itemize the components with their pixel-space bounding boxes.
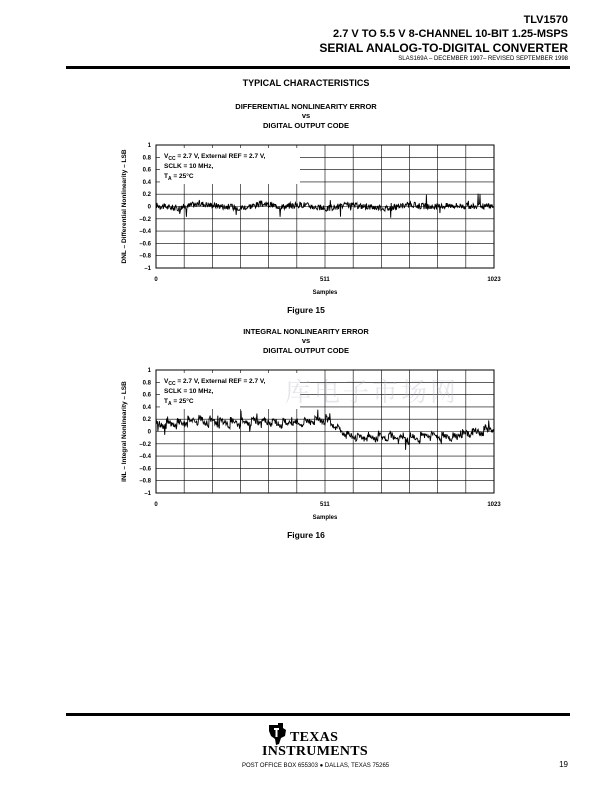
fig16-title-line3: DIGITAL OUTPUT CODE: [263, 346, 349, 355]
literature-number: SLAS169A – DECEMBER 1997– REVISED SEPTEMBER 1998: [398, 56, 568, 62]
fig15-title-line1: DIFFERENTIAL NONLINEARITY ERROR: [235, 102, 377, 111]
y-tick-label: 0.8: [142, 380, 151, 387]
y-tick-label: –1: [144, 491, 151, 497]
y-tick-label: 0.4: [142, 404, 151, 411]
y-tick-label: –0.8: [139, 253, 151, 260]
y-tick-label: 0.2: [142, 417, 151, 424]
y-tick-label: 0.6: [142, 392, 151, 399]
y-tick-label: –0.4: [139, 454, 151, 461]
y-tick-label: 0: [147, 204, 151, 211]
x-tick-label: 511: [319, 277, 330, 283]
section-title: TYPICAL CHARACTERISTICS: [242, 78, 370, 88]
y-tick-label: 0.8: [142, 155, 151, 162]
y-tick-label: –0.8: [139, 478, 151, 485]
y-tick-label: –1: [144, 266, 151, 272]
x-tick-label: 1023: [487, 277, 501, 283]
y-tick-label: 1: [147, 368, 151, 374]
figure-15-caption: Figure 15: [287, 305, 325, 315]
x-tick-label: 1023: [487, 502, 501, 508]
y-axis-label: DNL – Differential Nonlinearity – LSB: [121, 149, 128, 264]
y-tick-label: 0.4: [142, 179, 151, 186]
x-axis-label: Samples: [312, 290, 338, 296]
conditions-line1: $V_{CC} = 2.7$ V, External REF = 2.7 V,: [164, 153, 266, 162]
y-tick-label: 0.2: [142, 192, 151, 199]
fig15-title-line2: vs: [301, 111, 311, 120]
footer-rule: [66, 713, 570, 716]
conditions-line3: $T_A = 25^\circ C$: [164, 173, 194, 182]
fig16-title-line2: vs: [301, 336, 311, 345]
y-tick-label: –0.2: [139, 216, 151, 223]
y-tick-label: –0.6: [139, 466, 151, 473]
footer-address: POST OFFICE BOX 655303 ● DALLAS, TEXAS 75265: [242, 763, 390, 769]
y-tick-label: 0.6: [142, 167, 151, 174]
x-tick-label: 0: [154, 277, 158, 283]
x-tick-label: 511: [319, 502, 330, 508]
x-tick-label: 0: [154, 502, 158, 508]
fig16-title-line1: INTEGRAL NONLINEARITY ERROR: [243, 327, 369, 336]
brand-line2: INSTRUMENTS: [262, 744, 368, 759]
header-rule: [66, 66, 570, 69]
conditions-line2: SCLK = 10 MHz,: [164, 388, 214, 395]
ti-logo-icon: [266, 722, 288, 746]
doc-title-line1: 2.7 V TO 5.5 V 8-CHANNEL 10-BIT 1.25-MSPS: [333, 28, 568, 40]
page-number: 19: [559, 760, 568, 769]
conditions-line3: $T_A = 25^\circ C$: [164, 398, 194, 407]
part-number: TLV1570: [523, 14, 568, 26]
y-tick-label: –0.4: [139, 229, 151, 236]
fig15-title-line3: DIGITAL OUTPUT CODE: [263, 121, 349, 130]
y-axis-label: INL – Integral Nonlinearity – LSB: [121, 381, 128, 482]
conditions-line2: SCLK = 10 MHz,: [164, 163, 214, 170]
figure-16-caption: Figure 16: [287, 530, 325, 540]
x-axis-label: Samples: [312, 515, 338, 521]
doc-title-line2: SERIAL ANALOG-TO-DIGITAL CONVERTER: [319, 41, 568, 55]
watermark: 库电子市场网: [285, 378, 460, 408]
y-tick-label: 0: [147, 429, 151, 436]
brand-line1: TEXAS: [290, 730, 339, 745]
y-tick-label: –0.6: [139, 241, 151, 248]
conditions-line1: $V_{CC} = 2.7$ V, External REF = 2.7 V,: [164, 378, 266, 387]
y-tick-label: 1: [147, 143, 151, 149]
y-tick-label: –0.2: [139, 441, 151, 448]
